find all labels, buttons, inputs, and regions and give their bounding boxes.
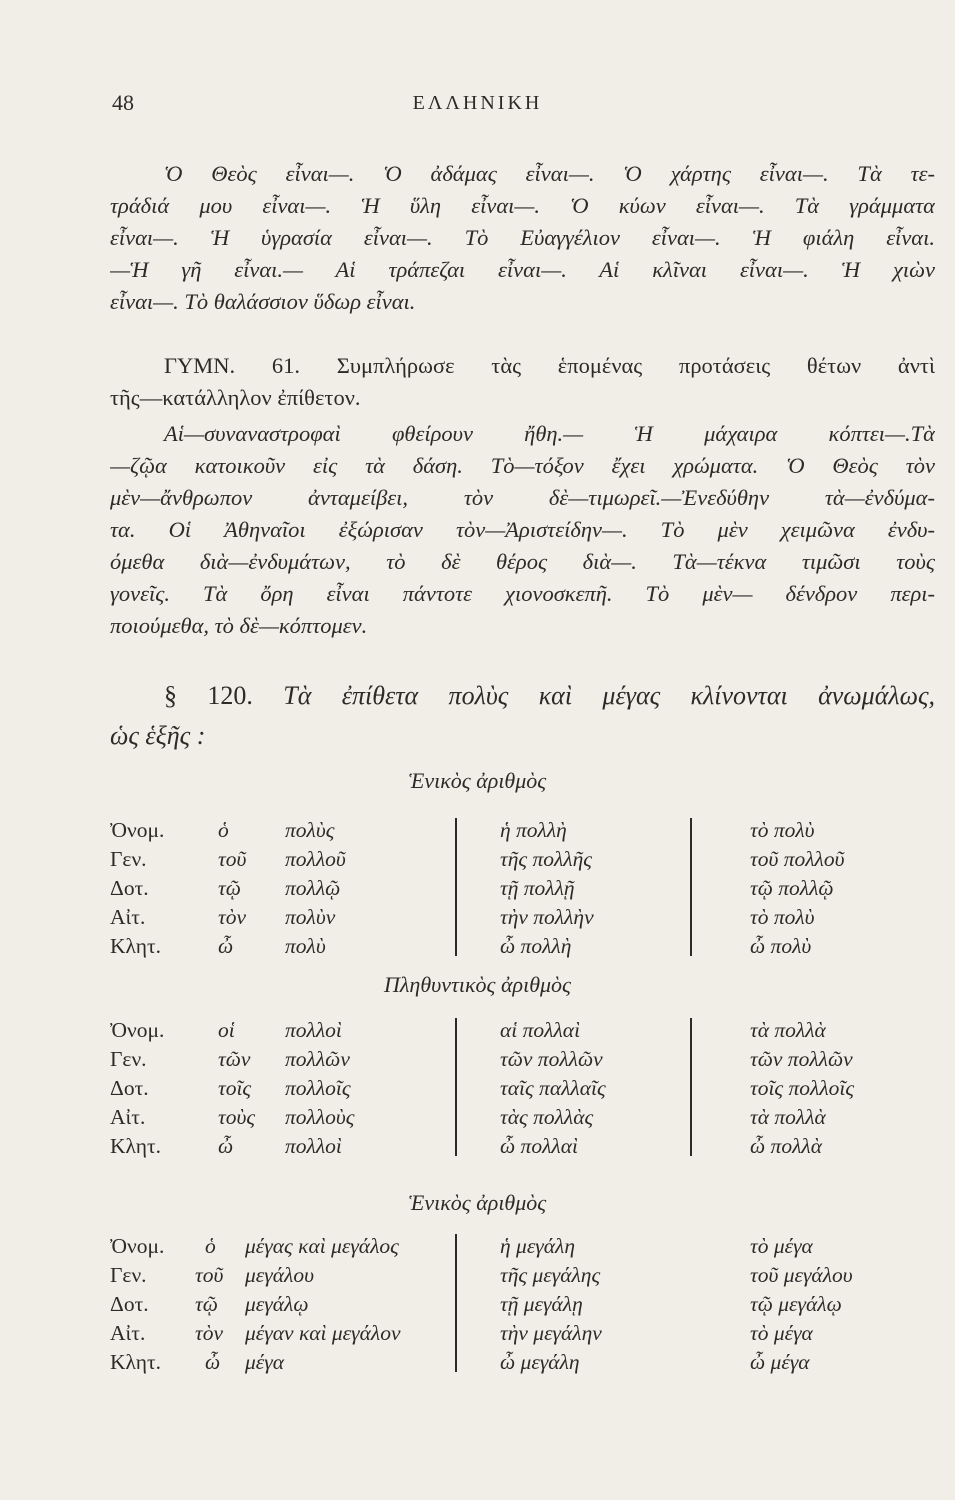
masc-article: τὸν <box>218 905 246 929</box>
masc-article: τοῦ <box>195 1263 224 1287</box>
case-label: Ὀνομ. <box>110 1018 165 1042</box>
neut-form: τὸ μέγα <box>750 1234 813 1258</box>
neut-form: ὦ πολλὰ <box>750 1134 822 1158</box>
section-line <box>110 676 935 716</box>
neut-form: ὦ πολὺ <box>750 934 812 958</box>
table-caption: Πληθυντικὸς ἀριθμὸς <box>384 972 571 997</box>
table-row <box>110 876 930 905</box>
masc-form: πολλῶν <box>285 1047 350 1071</box>
table-row <box>110 1076 930 1105</box>
text-line: εἶναι—. Τὸ θαλάσσιον ὕδωρ εἶναι. <box>110 289 416 314</box>
page-header <box>0 90 955 130</box>
masc-article: ὁ <box>218 818 229 842</box>
masc-form: μεγάλου <box>245 1263 314 1287</box>
text-line: —ζῷα κατοικοῦν εἰς τὰ δάση. Τὸ—τόξον ἔχει χρώματα. Ὁ Θεὸς τὸν <box>110 453 935 478</box>
fem-form: τῇ πολλῇ <box>500 876 575 900</box>
column-rule <box>690 1018 692 1156</box>
exercise-paragraph <box>110 158 935 318</box>
fem-form: ὦ πολλὴ <box>500 934 572 958</box>
neut-form: τὸ πολὺ <box>750 905 815 929</box>
column-rule <box>455 1018 457 1156</box>
case-label: Δοτ. <box>110 1292 149 1316</box>
text-line: —Ἡ γῆ εἶναι.— Αἱ τράπεζαι εἶναι—. Αἱ κλῖναι εἶναι—. Ἡ χιὼν <box>110 257 935 282</box>
table-row <box>110 1018 930 1047</box>
section-line: ὡς ἑξῆς : <box>110 721 206 750</box>
masc-article: τῷ <box>195 1292 218 1316</box>
fem-form: τὰς πολλὰς <box>500 1105 594 1129</box>
masc-article: τῷ <box>218 876 241 900</box>
exercise-heading <box>110 350 935 414</box>
fem-form: τῆς μεγάλης <box>500 1263 601 1287</box>
table-row <box>110 1321 930 1350</box>
case-label: Αἰτ. <box>110 1321 146 1345</box>
neut-form: τὸ μέγα <box>750 1321 813 1345</box>
masc-article: τοῖς <box>218 1076 252 1100</box>
case-label: Γεν. <box>110 1263 147 1287</box>
masc-form: πολλοῖς <box>285 1076 351 1100</box>
neut-form: τοῖς πολλοῖς <box>750 1076 855 1100</box>
masc-form: πολλοὶ <box>285 1134 342 1158</box>
masc-article: ὁ <box>205 1234 216 1258</box>
case-label: Ὀνομ. <box>110 818 165 842</box>
exercise-sentences <box>110 418 935 642</box>
column-rule <box>455 818 457 956</box>
declension-table <box>110 818 930 963</box>
masc-article: ὦ <box>218 934 234 958</box>
case-label: Ὀνομ. <box>110 1234 165 1258</box>
declension-table <box>110 1018 930 1163</box>
case-label: Αἰτ. <box>110 905 146 929</box>
case-label: Αἰτ. <box>110 1105 146 1129</box>
text-line: τα. Οἱ Ἀθηναῖοι ἐξώρισαν τὸν—Ἀριστείδην—. Τὸ μὲν χειμῶνα ἐνδυ- <box>110 517 935 542</box>
case-label: Γεν. <box>110 847 147 871</box>
masc-form: πολὺς <box>285 818 335 842</box>
text-line: όμεθα διὰ—ἐνδυμάτων, τὸ δὲ θέρος διὰ—. Τὰ—τέκνα τιμῶσι τοὺς <box>110 549 935 574</box>
case-label: Κλητ. <box>110 1134 162 1158</box>
text-line: τῆς—κατάλληλον ἐπίθετον. <box>110 385 361 410</box>
case-label: Γεν. <box>110 1047 147 1071</box>
masc-form: πολλοῦ <box>285 847 346 871</box>
masc-form: μέγας καὶ μεγάλος <box>245 1234 399 1258</box>
table-row <box>110 905 930 934</box>
table-row <box>110 934 930 963</box>
table-row <box>110 1234 930 1263</box>
text-line: τράδιά μου εἶναι—. Ἡ ὕλη εἶναι—. Ὁ κύων εἶναι—. Τὰ γράμματα <box>110 193 935 218</box>
masc-article: τοὺς <box>218 1105 256 1129</box>
column-rule <box>455 1234 457 1372</box>
masc-form: μέγαν καὶ μεγάλον <box>245 1321 401 1345</box>
case-label: Δοτ. <box>110 1076 149 1100</box>
table-row <box>110 818 930 847</box>
text-line: γονεῖς. Τὰ ὄρη εἶναι πάντοτε χιονοσκεπῆ. Τὸ μὲν— δένδρον περι- <box>110 581 935 606</box>
neut-form: τῷ πολλῷ <box>750 876 834 900</box>
masc-form: πολλοὺς <box>285 1105 355 1129</box>
text-line: εἶναι—. Ἡ ὑγρασία εἶναι—. Τὸ Εὐαγγέλιον εἶναι—. Ἡ φιάλη εἶναι. <box>110 225 935 250</box>
section-heading <box>110 676 935 756</box>
neut-form: τὰ πολλὰ <box>750 1105 826 1129</box>
fem-form: τῶν πολλῶν <box>500 1047 603 1071</box>
declension-table <box>110 1234 930 1379</box>
neut-form: τὰ πολλὰ <box>750 1018 826 1042</box>
table-caption: Ἑνικὸς ἀριθμὸς <box>408 1190 547 1215</box>
text-line: μὲν—ἄνθρωπον ἀνταμείβει, τὸν δὲ—τιμωρεῖ.—Ἐνεδύθην τὰ—ἐνδύμα- <box>110 485 935 510</box>
table-row <box>110 1047 930 1076</box>
case-label: Κλητ. <box>110 1350 162 1374</box>
text-line: ΓΥΜΝ. 61. Συμπλήρωσε τὰς ἑπομένας προτάσεις θέτων ἀντὶ <box>164 353 935 378</box>
neut-form: ὦ μέγα <box>750 1350 810 1374</box>
table-row <box>110 1263 930 1292</box>
fem-form: τὴν πολλὴν <box>500 905 594 929</box>
fem-form: ὦ μεγάλη <box>500 1350 580 1374</box>
running-title: ΕΛΛΗΝΙΚΗ <box>412 92 543 114</box>
table-row <box>110 847 930 876</box>
masc-form: πολὺν <box>285 905 336 929</box>
neut-form: τὸ πολὺ <box>750 818 815 842</box>
masc-form: πολλῷ <box>285 876 341 900</box>
fem-form: τὴν μεγάλην <box>500 1321 602 1345</box>
fem-form: αἱ πολλαὶ <box>500 1018 581 1042</box>
masc-article: τῶν <box>218 1047 251 1071</box>
table-row <box>110 1292 930 1321</box>
masc-article: ὦ <box>205 1350 221 1374</box>
page-number: 48 <box>112 90 134 115</box>
text-line: Αἱ—συναναστροφαὶ φθείρουν ἤθη.— Ἡ μάχαιρα κόπτει—.Τὰ <box>164 421 935 446</box>
masc-form: μεγάλῳ <box>245 1292 309 1316</box>
text-line: Ὁ Θεὸς εἶναι—. Ὁ ἀδάμας εἶναι—. Ὁ χάρτης εἶναι—. Τὰ τε- <box>164 161 935 186</box>
masc-form: πολὺ <box>285 934 326 958</box>
table-caption: Ἑνικὸς ἀριθμὸς <box>408 768 547 793</box>
text-line: ποιούμεθα, τὸ δὲ—κόπτομεν. <box>110 613 368 638</box>
fem-form: ἡ πολλὴ <box>500 818 567 842</box>
masc-article: τοῦ <box>218 847 247 871</box>
case-label: Δοτ. <box>110 876 149 900</box>
section-number: § 120. <box>164 681 253 710</box>
neut-form: τοῦ πολλοῦ <box>750 847 845 871</box>
masc-article: τὸν <box>195 1321 223 1345</box>
masc-article: οἱ <box>218 1018 235 1042</box>
case-label: Κλητ. <box>110 934 162 958</box>
masc-form: μέγα <box>245 1350 285 1374</box>
fem-form: τῇ μεγάλῃ <box>500 1292 583 1316</box>
masc-article: ὦ <box>218 1134 234 1158</box>
table-row <box>110 1105 930 1134</box>
neut-form: τῶν πολλῶν <box>750 1047 853 1071</box>
section-title: Τὰ ἐπίθετα πολὺς καὶ μέγας κλίνονται ἀνωμάλως, <box>283 681 935 710</box>
fem-form: ὦ πολλαὶ <box>500 1134 578 1158</box>
table-row <box>110 1350 930 1379</box>
table-row <box>110 1134 930 1163</box>
column-rule <box>690 818 692 956</box>
fem-form: τῆς πολλῆς <box>500 847 592 871</box>
neut-form: τοῦ μεγάλου <box>750 1263 853 1287</box>
masc-form: πολλοὶ <box>285 1018 342 1042</box>
fem-form: ταῖς παλλαῖς <box>500 1076 606 1100</box>
neut-form: τῷ μεγάλῳ <box>750 1292 842 1316</box>
fem-form: ἡ μεγάλη <box>500 1234 576 1258</box>
